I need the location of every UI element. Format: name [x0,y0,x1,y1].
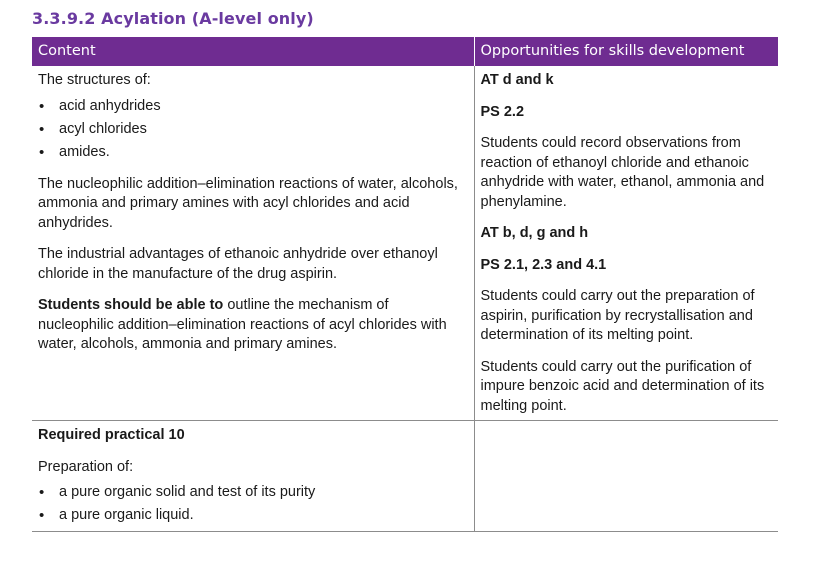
students-paragraph [38,296,468,355]
at-codes-1: AT d and k [480,72,554,88]
list-item: • amides. [38,141,468,164]
observation-paragraph-2: Students could carry out the preparation of aspirin, purification by recrystallisation and determination of its melting point. [480,288,755,343]
list-item: • a pure organic solid and test of its purity [38,481,468,504]
list-item: • a pure organic liquid. [38,504,468,527]
observation-paragraph-1: Students could record observations from reaction of ethanoyl chloride and ethanoic anhydride with water, ethanol, ammonia and phenylamine. [480,135,765,210]
structures-intro: The structures of: [38,72,151,88]
table-row [32,421,778,532]
ps-codes-1: PS 2.2 [480,103,525,120]
table-header-row [32,37,778,66]
section-title: 3.3.9.2 Acylation (A-level only) [32,9,314,28]
header-content: Content [32,37,474,66]
observation-paragraph-3: Students could carry out the purification of impure benzoic acid and determination of its melting point. [480,358,765,414]
structures-list [38,95,468,164]
at-codes-2: AT b, d, g and h [480,225,589,241]
ps-codes-2: PS 2.1, 2.3 and 4.1 [480,256,607,273]
header-opportunities: Opportunities for skills development [474,37,778,66]
students-text: outline the mechanism of nucleophilic addition–elimination reactions of acyl chlorides with water, alcohols, ammonia and primary amines. [38,297,447,352]
list-item: • acyl chlorides [38,118,468,141]
required-practical-cell [32,421,474,532]
empty-opportunities-cell [474,421,778,532]
students-bold-lead: Students should be able to [38,297,224,313]
opportunities-cell [474,66,778,421]
industrial-paragraph: The industrial advantages of ethanoic anhydride over ethanoyl chloride in the manufacture of the drug aspirin. [38,246,438,282]
content-cell [32,66,474,421]
table-row [32,66,778,421]
required-practical-heading: Required practical 10 [38,427,185,443]
list-item: • acid anhydrides [38,95,468,118]
preparation-list [38,481,468,527]
preparation-intro: Preparation of: [38,458,134,475]
specification-table [32,37,778,532]
nucleophilic-paragraph: The nucleophilic addition–elimination reactions of water, alcohols, ammonia and primary amines with acyl chlorides and acid anhydrides. [38,175,458,231]
